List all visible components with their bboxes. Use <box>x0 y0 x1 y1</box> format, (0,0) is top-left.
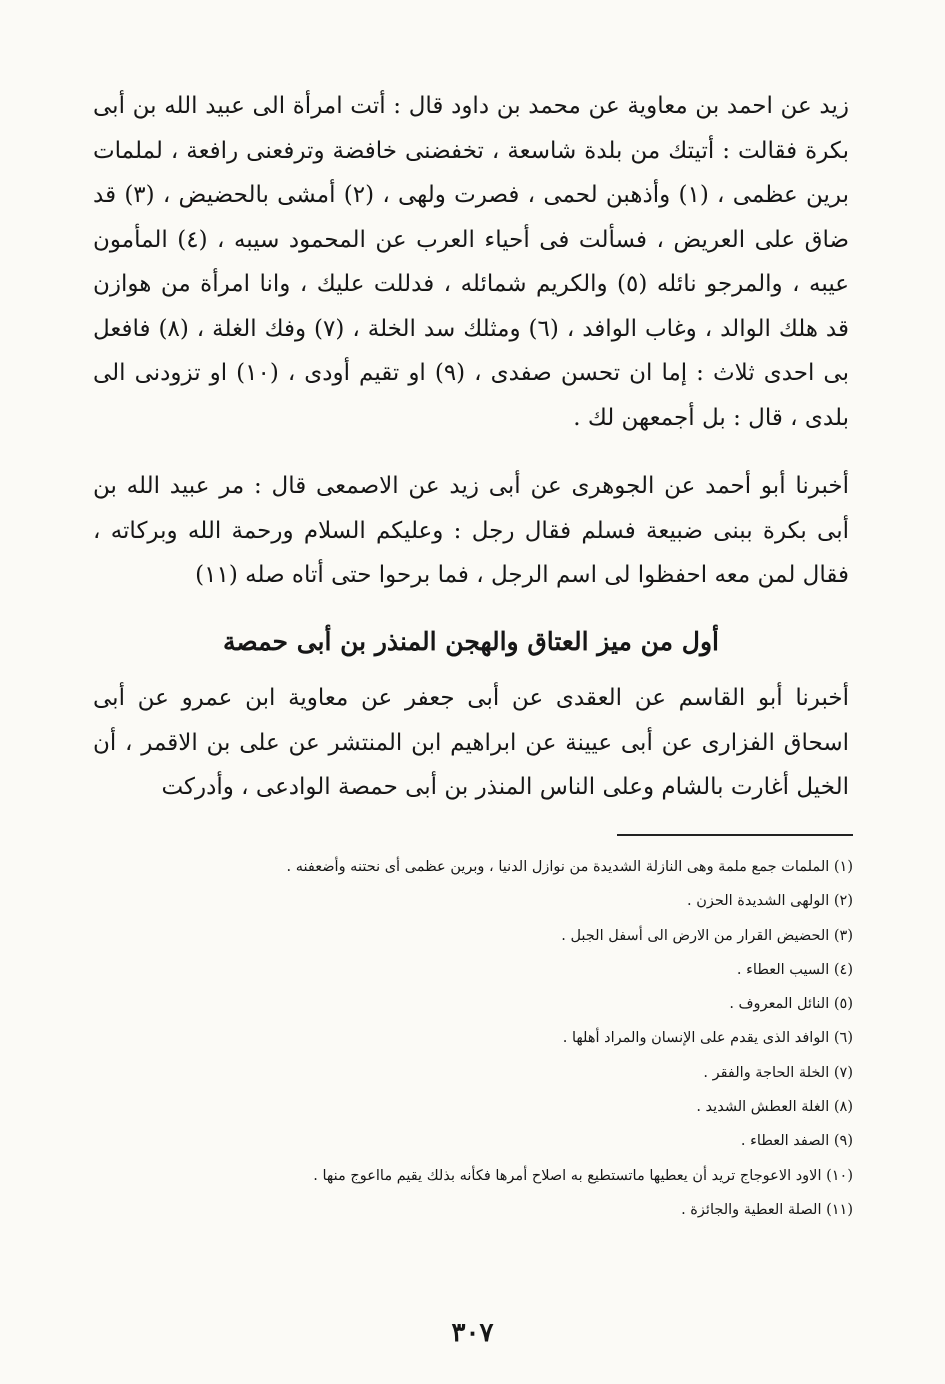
footnote-7: (٧) الخلة الحاجة والفقر . <box>703 1064 853 1081</box>
footnote-5: (٥) النائل المعروف . <box>729 996 853 1013</box>
main-text <box>93 84 849 810</box>
footnote-8: (٨) الغلة العطش الشديد . <box>696 1099 853 1116</box>
footnote-3: (٣) الحضيض القرار من الارض الى أسفل الجبل . <box>561 927 853 944</box>
footnote-11: (١١) الصلة العطية والجائزة . <box>681 1201 853 1218</box>
footnote-1: (١) الملمات جمع ملمة وهى النازلة الشديدة من نوازل الدنيا ، وبرين عظمى أى نحتنه وأضعفنه . <box>286 859 853 875</box>
footnote-9: (٩) الصفد العطاء . <box>740 1133 853 1150</box>
footnote-4: (٤) السيب العطاء . <box>736 961 853 978</box>
footnote-6: (٦) الوافد الذى يقدم على الإنسان والمراد أهلها . <box>562 1030 853 1047</box>
section-heading: أول من ميز العتاق والهجن المنذر بن أبى حمصة <box>223 626 719 656</box>
footnotes <box>93 850 853 1227</box>
footnote-separator <box>617 834 853 836</box>
footnote-10: (١٠) الاود الاعوجاج تريد أن يعطيها ماتستطيع به اصلاح أمرها فكأنه بذلك يقيم مااعوج منها . <box>313 1167 853 1184</box>
page-number: ٣٠٧ <box>451 1318 494 1348</box>
footnote-2: (٢) الولهى الشديدة الحزن . <box>687 893 853 910</box>
paragraph-2: أخبرنا أبو أحمد عن الجوهرى عن أبى زيد عن الاصمعى قال : مر عبيد الله بن أبى بكرة ببنى ضبيعة فسلم فقال رجل : وعليكم السلام ورحمة الله وبركاته ، فقال لمن معه احفظوا لى اسم الرجل ، فما برحوا حتى أتاه صله (١١) <box>93 473 849 588</box>
paragraph-3: أخبرنا أبو القاسم عن العقدى عن أبى جعفر عن معاوية ابن عمرو عن أبى اسحاق الفزارى عن أبى عيينة عن ابراهيم ابن المنتشر عن على بن الاقمر ، أن الخيل أغارت بالشام وعلى الناس المنذر بن أبى حمصة الوادعى ، وأدركت <box>93 685 849 800</box>
paragraph-1: زيد عن احمد بن معاوية عن محمد بن داود قال : أتت امرأة الى عبيد الله بن أبى بكرة فقالت : أتيتك من بلدة شاسعة ، تخفضنى خافضة وترفعنى رافعة ، لملمات برين عظمى ، (١) وأذهبن لحمى ، فصرت ولهى ، (٢) أمشى بالحضيض ، (٣) قد ضاق على العريض ، فسألت فى أحياء العرب عن المحمود سيبه ، (٤) المأمون عيبه ، والمرجو نائله (٥) والكريم شمائله ، فدللت عليك ، وانا امرأة من هوازن قد هلك الوالد ، وغاب الوافد ، (٦) ومثلك سد الخلة ، (٧) وفك الغلة ، (٨) فافعل بى احدى ثلاث : إما ان تحسن صفدى ، (٩) او تقيم أودى ، (١٠) او تزودنى الى بلدى ، قال : بل أجمعهن لك . <box>93 93 850 431</box>
